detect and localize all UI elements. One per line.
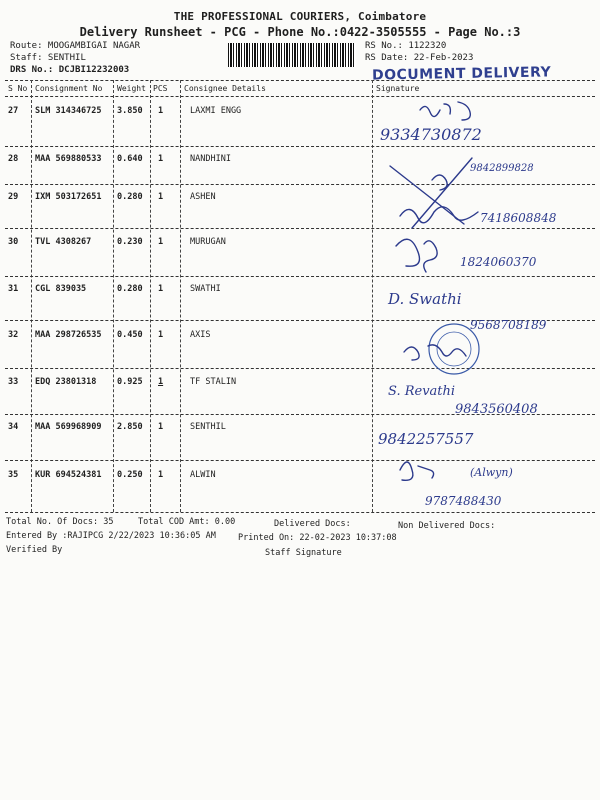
signature-name: D. Swathi — [388, 290, 462, 308]
signature-phone: 9787488430 — [425, 494, 502, 508]
staff-text: Staff: SENTHIL — [10, 53, 86, 63]
cell-consignment: KUR 694524381 — [35, 470, 102, 480]
cell-sno: 29 — [8, 192, 19, 202]
cell-consignee: ALWIN — [190, 470, 216, 480]
cell-weight: 3.850 — [117, 106, 143, 116]
meta-left — [10, 40, 140, 76]
col-header-weight: Weight — [117, 84, 146, 93]
non-delivered-docs: Non Delivered Docs: — [398, 521, 496, 531]
cell-sno: 31 — [8, 284, 19, 294]
rs-number: RS No.: 1122320 — [365, 41, 447, 51]
cell-consignee: MURUGAN — [190, 237, 226, 247]
cell-pcs: 1 — [158, 377, 164, 387]
cell-consignment: IXM 503172651 — [35, 192, 102, 202]
signature-phone: 7418608848 — [480, 211, 557, 225]
cell-consignment: SLM 314346725 — [35, 106, 102, 116]
cell-consignee: SWATHI — [190, 284, 221, 294]
cell-consignment: EDQ 23801318 — [35, 377, 97, 387]
cell-sno: 32 — [8, 330, 19, 340]
cell-weight: 0.280 — [117, 192, 143, 202]
cell-consignment: MAA 569968909 — [35, 422, 102, 432]
cell-pcs: 1 — [158, 154, 164, 164]
table-top-rule — [5, 80, 595, 81]
company-name: THE PROFESSIONAL COURIERS, Coimbatore — [173, 10, 427, 23]
cell-consignee: SENTHIL — [190, 422, 226, 432]
barcode — [228, 43, 356, 67]
cell-consignment: CGL 839035 — [35, 284, 87, 294]
cell-consignee: TF STALIN — [190, 377, 237, 387]
cell-weight: 0.640 — [117, 154, 143, 164]
cell-consignee: ASHEN — [190, 192, 216, 202]
cell-pcs: 1 — [158, 422, 164, 432]
cell-pcs: 1 — [158, 330, 164, 340]
printed-on: Printed On: 22-02-2023 10:37:08 — [238, 533, 397, 543]
cell-consignment: TVL 4308267 — [35, 237, 92, 247]
cell-pcs: 1 — [158, 470, 164, 480]
drs-number: DRS No.: DCJBI12232003 — [10, 65, 130, 75]
staff-signature-label: Staff Signature — [265, 548, 342, 558]
cell-weight: 0.450 — [117, 330, 143, 340]
signature-phone: 9334730872 — [380, 125, 482, 144]
signature-phone: 9842899828 — [470, 163, 534, 174]
cell-consignee: LAXMI ENGG — [190, 106, 242, 116]
cell-weight: 2.850 — [117, 422, 143, 432]
cell-pcs: 1 — [158, 192, 164, 202]
rs-date: RS Date: 22-Feb-2023 — [365, 53, 474, 63]
cell-sno: 35 — [8, 470, 19, 480]
cell-weight: 0.250 — [117, 470, 143, 480]
verified-by: Verified By — [6, 545, 63, 555]
signature-phone: 9842257557 — [378, 430, 474, 448]
cell-consignment: MAA 298726535 — [35, 330, 102, 340]
signature-name: S. Revathi — [388, 384, 456, 399]
cell-sno: 27 — [8, 106, 19, 116]
signature-phone: 1824060370 — [460, 255, 537, 269]
cell-sno: 33 — [8, 377, 19, 387]
total-cod: Total COD Amt: 0.00 — [138, 517, 236, 527]
signature-name: (Alwyn) — [470, 466, 513, 479]
document-delivery-stamp: DOCUMENT DELIVERY — [371, 64, 552, 84]
cell-pcs: 1 — [158, 284, 164, 294]
cell-weight: 0.925 — [117, 377, 143, 387]
signature-phone: 9843560408 — [455, 402, 538, 417]
table-bottom-rule — [5, 512, 595, 513]
route-text: Route: MOOGAMBIGAI NAGAR — [10, 41, 141, 51]
entered-by: Entered By :RAJIPCG 2/22/2023 10:36:05 AM — [6, 531, 216, 541]
delivered-docs: Delivered Docs: — [274, 519, 351, 529]
col-header-pcs: PCS — [153, 84, 168, 93]
cell-weight: 0.280 — [117, 284, 143, 294]
cell-consignment: MAA 569880533 — [35, 154, 102, 164]
meta-right — [365, 40, 473, 64]
col-header-consignment: Consignment No — [35, 84, 103, 93]
cell-weight: 0.230 — [117, 237, 143, 247]
col-header-signature: Signature — [376, 84, 420, 93]
cell-pcs: 1 — [158, 237, 164, 247]
cell-sno: 30 — [8, 237, 19, 247]
cell-sno: 34 — [8, 422, 19, 432]
cell-sno: 28 — [8, 154, 19, 164]
col-header-consignee: Consignee Details — [184, 84, 266, 93]
cell-consignee: AXIS — [190, 330, 211, 340]
cell-pcs: 1 — [158, 106, 164, 116]
runsheet-title: Delivery Runsheet - PCG - Phone No.:0422-3505555 - Page No.:3 — [79, 25, 521, 39]
total-docs: Total No. Of Docs: 35 — [6, 517, 114, 527]
col-header-sno: S No — [8, 84, 28, 93]
cell-consignee: NANDHINI — [190, 154, 231, 164]
signature-phone: 9568708189 — [470, 318, 547, 332]
